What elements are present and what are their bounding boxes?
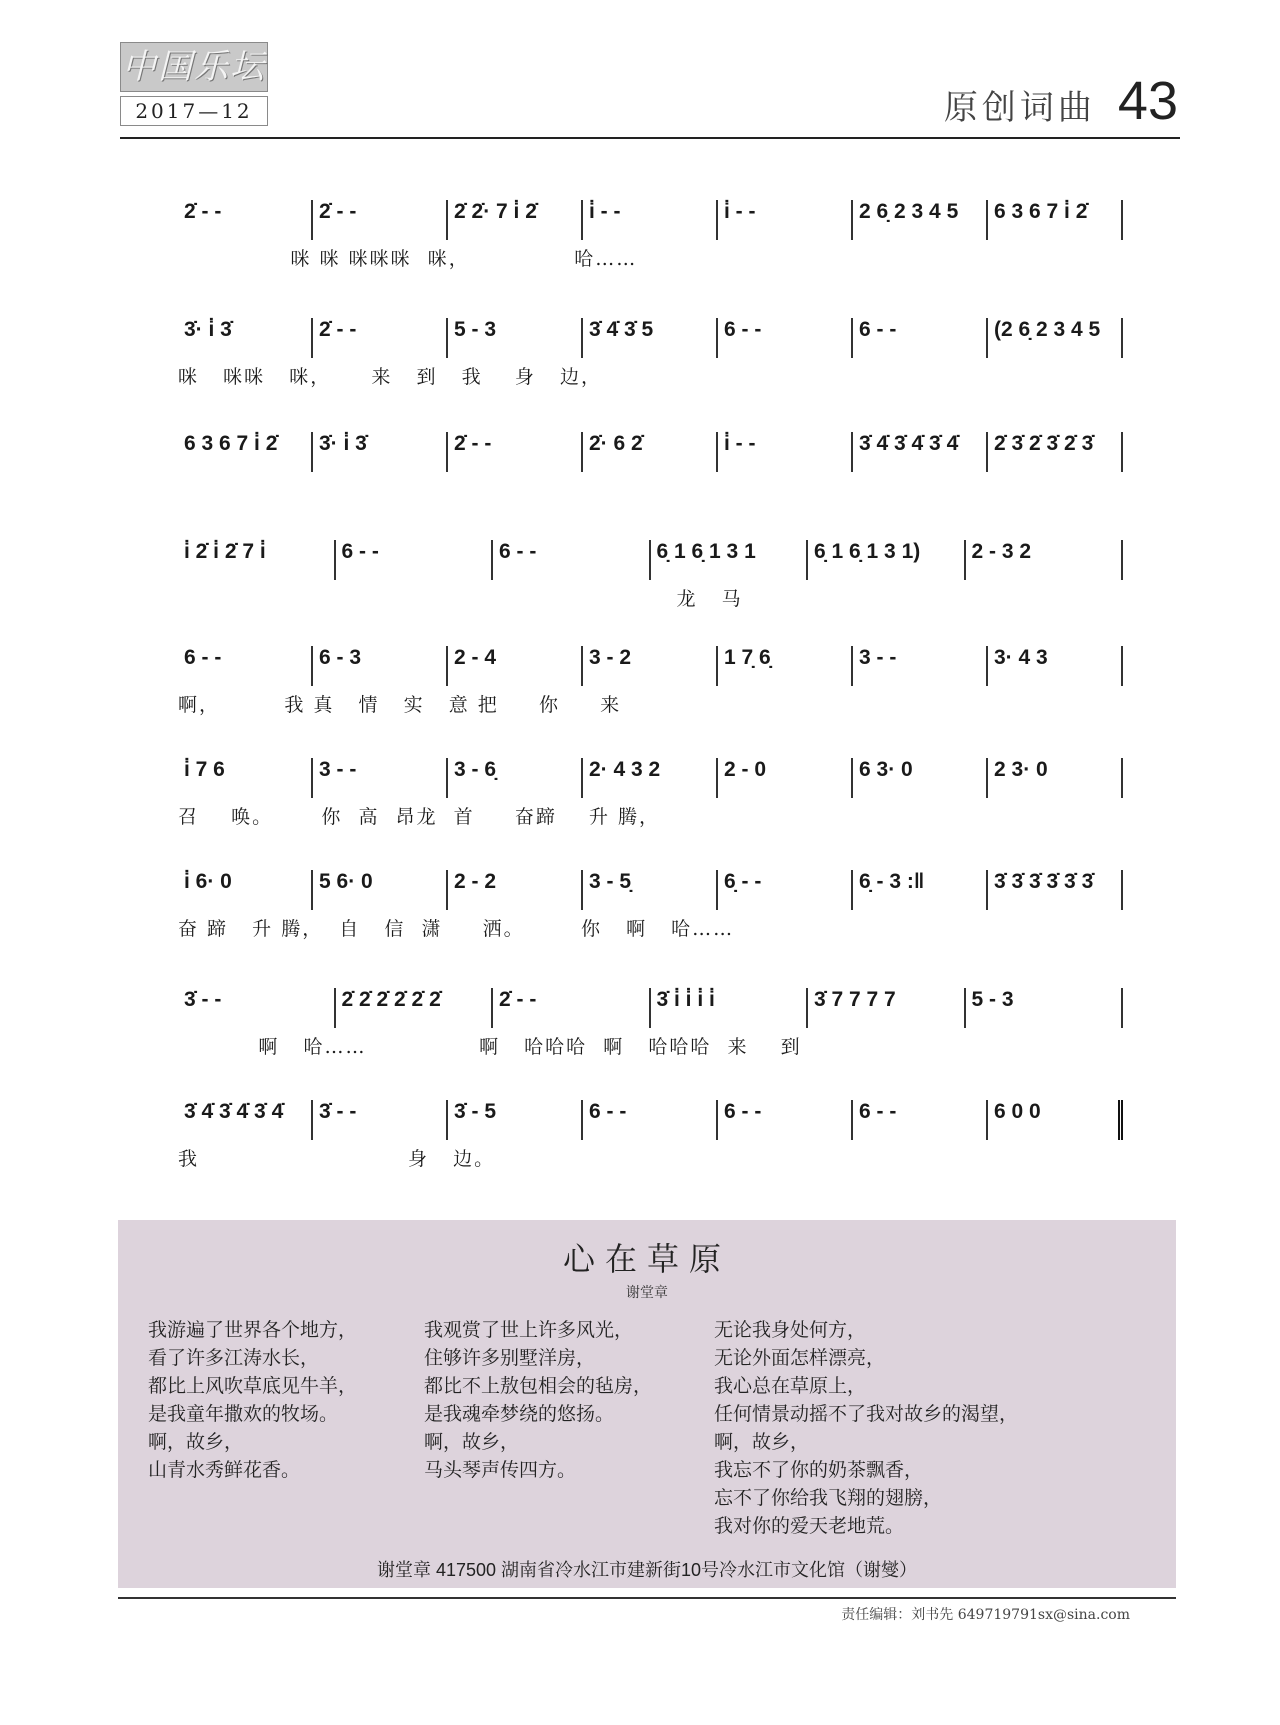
measure: 3 - 5̣ xyxy=(583,870,718,910)
poem-line: 啊，故乡， xyxy=(148,1431,244,1453)
measure: 6̣ 1 6̣ 1 3 1) xyxy=(808,540,966,580)
measure: 2̇ - - xyxy=(313,318,448,358)
score-row xyxy=(178,318,1123,428)
notes-line xyxy=(178,1100,1123,1140)
poem-line: 都比上风吹草底见牛羊， xyxy=(148,1375,358,1397)
measure: 6 3 6 7 i̇ 2̇ xyxy=(178,432,313,472)
measure: 3̇ 3̇ 3̇ 3̇ 3̇ 3̇ xyxy=(988,870,1123,910)
measure: 5 - 3 xyxy=(448,318,583,358)
measure: 2̇ - - xyxy=(493,988,651,1028)
poem-line: 任何情景动摇不了我对故乡的渴望， xyxy=(714,1403,1019,1425)
measure: 2̇ - - xyxy=(448,432,583,472)
measure: 6̣ - 3 :‖ xyxy=(853,870,988,910)
poem-stanza-2 xyxy=(424,1316,652,1484)
measure: i̇ 7 6 xyxy=(178,758,313,798)
measure: 2· 4 3 2 xyxy=(583,758,718,798)
header-divider xyxy=(120,137,1180,139)
measure: 3 - - xyxy=(853,646,988,686)
measure: 6 - - xyxy=(336,540,494,580)
measure: i̇ - - xyxy=(583,200,718,240)
measure: 2̇ 2̇· 7 i̇ 2̇ xyxy=(448,200,583,240)
measure: (2 6̣ 2 3 4 5 xyxy=(988,318,1123,358)
poem-line: 马头琴声传四方。 xyxy=(424,1459,577,1481)
measure: 3· 4 3 xyxy=(988,646,1123,686)
poem-line: 我游遍了世界各个地方， xyxy=(148,1319,358,1341)
poem-title: 心在草原 xyxy=(562,1240,731,1278)
poem-line: 都比不上敖包相会的毡房， xyxy=(424,1375,653,1397)
measure: 2 - 3 2 xyxy=(966,540,1124,580)
lyrics-line: 奋 蹄 升 腾， 自 信 潇 洒。 你 啊 哈…… xyxy=(178,918,735,940)
notes-line xyxy=(178,432,1123,472)
measure: i̇ 6· 0 xyxy=(178,870,313,910)
page-number: 43 xyxy=(1117,71,1178,131)
measure: 6 - - xyxy=(493,540,651,580)
poem-line: 忘不了你给我飞翔的翅膀， xyxy=(714,1487,943,1509)
poem-line: 看了许多江涛水长， xyxy=(148,1347,320,1369)
measure: 3 - 2 xyxy=(583,646,718,686)
measure: 2 6̣ 2 3 4 5 xyxy=(853,200,988,240)
notes-line xyxy=(178,540,1123,580)
measure: 2̇ 2̇ 2̇ 2̇ 2̇ 2̇ xyxy=(336,988,494,1028)
measure: 3̇ 4̇ 3̇ 4̇ 3̇ 4̇ xyxy=(178,1100,313,1140)
score-row xyxy=(178,432,1123,542)
measure: 6 3· 0 xyxy=(853,758,988,798)
measure: i̇ - - xyxy=(718,200,853,240)
measure: 3 - - xyxy=(313,758,448,798)
poem-line: 山青水秀鲜花香。 xyxy=(148,1459,301,1481)
issue-number: 2017—12 xyxy=(120,96,268,126)
measure: 2̇ - - xyxy=(178,200,313,240)
score-row xyxy=(178,870,1123,980)
poem-line: 我忘不了你的奶茶飘香， xyxy=(714,1459,924,1481)
measure: 6 - - xyxy=(583,1100,718,1140)
notes-line xyxy=(178,988,1123,1028)
score-row xyxy=(178,540,1123,650)
measure: 3̇ i̇ i̇ i̇ i̇ xyxy=(651,988,809,1028)
notes-line xyxy=(178,646,1123,686)
measure: 3̇ - - xyxy=(313,1100,448,1140)
measure: 2 - 0 xyxy=(718,758,853,798)
lyrics-line: 我 身 边。 xyxy=(178,1148,496,1170)
measure: i̇ 2̇ i̇ 2̇ 7 i̇ xyxy=(178,540,336,580)
lyrics-line: 咪 咪咪 咪， 来 到 我 身 边， xyxy=(178,366,602,388)
notes-line xyxy=(178,870,1123,910)
poem-stanza-1 xyxy=(148,1316,357,1484)
measure: 2 3· 0 xyxy=(988,758,1123,798)
measure: 2̇· 6 2̇ xyxy=(583,432,718,472)
measure: 6̣ 1 6̣ 1 3 1 xyxy=(651,540,809,580)
lyrics-line: 咪 咪 咪咪咪 咪， 哈…… xyxy=(178,248,638,270)
poem-line: 我对你的爱天老地荒。 xyxy=(714,1515,905,1537)
poem-author: 谢堂章 xyxy=(626,1285,668,1301)
measure: i̇ - - xyxy=(718,432,853,472)
score-row xyxy=(178,646,1123,756)
score-row xyxy=(178,1100,1123,1210)
section-title: 原创词曲 xyxy=(943,88,1096,128)
score-row xyxy=(178,200,1123,310)
score-row xyxy=(178,758,1123,868)
poem-line: 我心总在草原上， xyxy=(714,1375,867,1397)
author-contact: 谢堂章 417500 湖南省冷水江市建新街10号冷水江市文化馆（谢燮） xyxy=(376,1560,918,1580)
poem-line: 我观赏了世上许多风光， xyxy=(424,1319,634,1341)
lyrics-line: 啊， 我 真 情 实 意 把 你 来 xyxy=(178,694,622,716)
footer-divider xyxy=(118,1597,1176,1599)
measure: 2̇ 3̇ 2̇ 3̇ 2̇ 3̇ xyxy=(988,432,1123,472)
notes-line xyxy=(178,318,1123,358)
poem-line: 啊，故乡， xyxy=(714,1431,810,1453)
measure: 5 - 3 xyxy=(966,988,1124,1028)
measure: 6̣ - - xyxy=(718,870,853,910)
measure: 5 6· 0 xyxy=(313,870,448,910)
measure: 6 - - xyxy=(718,318,853,358)
poem-line: 无论外面怎样漂亮， xyxy=(714,1347,886,1369)
measure: 2̇ - - xyxy=(313,200,448,240)
magazine-logo: 中国乐坛 xyxy=(120,42,268,92)
measure: 6 - - xyxy=(718,1100,853,1140)
measure: 2 - 2 xyxy=(448,870,583,910)
measure: 1 7̣ 6̣ xyxy=(718,646,853,686)
poem-line: 啊，故乡， xyxy=(424,1431,520,1453)
lyrics-line: 召 唤。 你 高 昂龙 首 奋蹄 升 腾， xyxy=(178,806,661,828)
measure: 3̇ 7 7 7 7 xyxy=(808,988,966,1028)
measure: 2 - 4 xyxy=(448,646,583,686)
measure: 3̇ - - xyxy=(178,988,336,1028)
measure: 3̇ 4̇ 3̇ 5 xyxy=(583,318,718,358)
editor-credit: 责任编辑：刘书先 649719791sx@sina.com xyxy=(841,1607,1130,1623)
notes-line xyxy=(178,200,1123,240)
poem-line: 无论我身处何方， xyxy=(714,1319,867,1341)
poem-line: 是我魂牵梦绕的悠扬。 xyxy=(424,1403,615,1425)
lyrics-line: 啊 哈…… 啊 哈哈哈 啊 哈哈哈 来 到 xyxy=(178,1036,802,1058)
measure: 6 - - xyxy=(178,646,313,686)
measure: 3 - 6̣ xyxy=(448,758,583,798)
measure: 6 - 3 xyxy=(313,646,448,686)
poem-box xyxy=(118,1220,1176,1588)
measure: 3̇· i̇ 3̇ xyxy=(178,318,313,358)
measure: 3̇ 4̇ 3̇ 4̇ 3̇ 4̇ xyxy=(853,432,988,472)
lyrics-line: 龙 马 xyxy=(178,588,743,610)
measure: 3̇· i̇ 3̇ xyxy=(313,432,448,472)
masthead xyxy=(120,42,268,126)
measure: 3̇ - 5 xyxy=(448,1100,583,1140)
measure: 6 - - xyxy=(853,318,988,358)
measure: 6 - - xyxy=(853,1100,988,1140)
notes-line xyxy=(178,758,1123,798)
poem-line: 住够许多别墅洋房， xyxy=(424,1347,596,1369)
poem-stanza-3 xyxy=(714,1316,1018,1540)
score-row xyxy=(178,988,1123,1098)
measure: 6 0 0 xyxy=(988,1100,1123,1140)
poem-line: 是我童年撒欢的牧场。 xyxy=(148,1403,339,1425)
measure: 6 3 6 7 i̇ 2̇ xyxy=(988,200,1123,240)
section-header xyxy=(944,70,1178,132)
